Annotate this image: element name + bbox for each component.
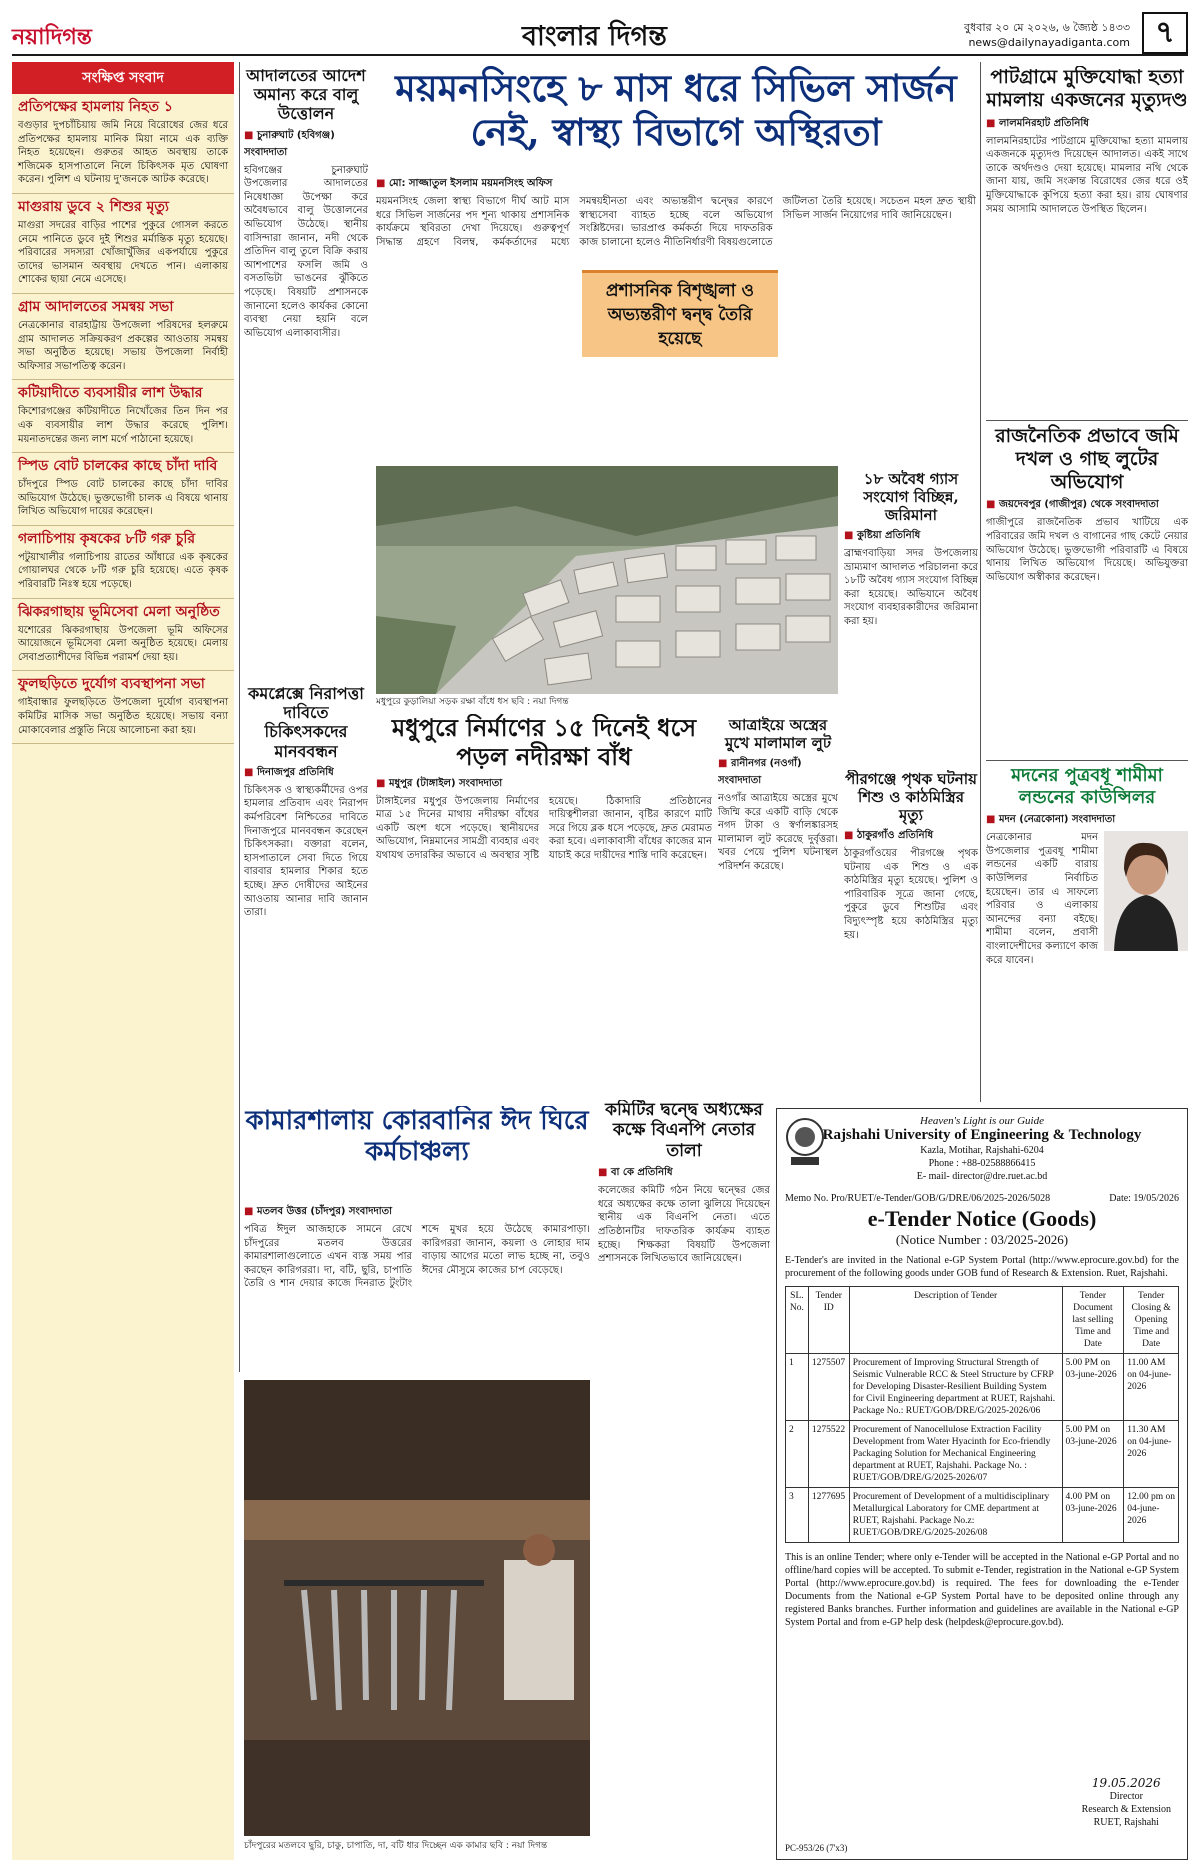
headline: কামারশালায় কোরবানির ঈদ ঘিরে কর্মচাঞ্চল্য — [245, 1106, 589, 1168]
byline: ■ জয়দেবপুর (গাজীপুর) থেকে সংবাদদাতা — [986, 497, 1188, 514]
article-land-grab[interactable] — [986, 420, 1188, 750]
issue-date: বুধবার ২০ মে ২০২৬, ৬ জ্যৈষ্ঠ ১৪৩৩ — [964, 21, 1130, 34]
article-blacksmith[interactable] — [244, 1200, 590, 1375]
tender-cell-sl: 1 — [786, 1354, 809, 1421]
brief-title: প্রতিপক্ষের হামলায় নিহত ১ — [18, 99, 173, 115]
brief-text: মাগুরা সদরের বাড়ির পাশের পুকুরে গোসল করতে নেমে পানিতে ডুবে দুই শিশুর মর্মান্তিক মৃত্যু হয়েছে। পরিবারের সদস্যরা খোঁজাখুঁজির একপর্যায়ে পুকুরে তাদের ভাসমান অবস্থায় দেখতে পান। এলাকায় শোকের ছায়া নেমে এসেছে। — [18, 219, 228, 286]
logo-main: নয়া — [12, 24, 45, 50]
dateline — [964, 20, 1130, 50]
councillor-portrait — [1104, 831, 1188, 951]
headline: কমিটির দ্বন্দ্বে অধ্যক্ষের কক্ষে বিএনপি নেতার তালা — [605, 1100, 763, 1161]
brief-title: ঝিকরগাছায় ভূমিসেবা মেলা অনুষ্ঠিত — [18, 603, 220, 620]
tender-organization: Rajshahi University of Engineering & Technology — [822, 1127, 1142, 1143]
brief-text: যশোরের ঝিকরগাছায় উপজেলা ভূমি অফিসের আয়োজনে ভূমিসেবা মেলা অনুষ্ঠিত হয়েছে। মেলায় সেবাপ্রত্যাশীদের বিভিন্ন পরামর্শ দেয়া হয়। — [18, 624, 228, 663]
briefs-header: সংক্ষিপ্ত সংবাদ — [12, 62, 234, 94]
brief-text: পটুয়াখালীর গলাচিপায় রাতের আঁধারে এক কৃষকের গোয়ালঘর থেকে ৮টি গরু চুরি হয়েছে। এতে কৃষক পরিবারটি নিঃস্ব হয়ে পড়েছে। — [18, 551, 228, 591]
blacksmith-headline-box[interactable] — [244, 1106, 590, 1196]
blacksmith-photo-caption: চাঁদপুরের মতলবে ছুরি, চাকু, চাপাতি, দা, বটি ধার দিচ্ছেন এক কামার ছবি : নয়া দিগন্ত — [244, 1841, 548, 1851]
tender-notice-number: (Notice Number : 03/2025-2026) — [895, 1232, 1069, 1247]
article-body: টাঙ্গাইলের মধুপুর উপজেলায় নির্মাণের মাত্র ১৫ দিনের মাথায় নদীরক্ষা বাঁধের একটি অংশ ধসে পড়েছে। স্থানীয়দের অভিযোগ, নিম্নমানের সামগ্রী ব্যবহার এবং যথাযথ তদারকির অভাবে এ অবস্থার সৃষ্টি হয়েছে। ঠিকাদারি প্রতিষ্ঠানের দায়িত্বশীলরা জানান, বৃষ্টির কারণে মাটি সরে গিয়ে ব্লক ধসে পড়েছে, দ্রুত মেরামত করা হবে। এলাকাবাসী বাঁধের কাজের মান যাচাই করে দায়ীদের শাস্তি দাবি করেছেন। — [376, 795, 712, 861]
contact-email[interactable]: news@dailynayadiganta.com — [968, 36, 1130, 49]
lead-headline: ময়মনসিংহে ৮ মাস ধরে সিভিল সার্জন নেই, স্বাস্থ্য বিভাগে অস্থিরতা — [395, 66, 957, 154]
article-pirganj[interactable] — [844, 770, 978, 1100]
brief-item[interactable] — [12, 453, 234, 526]
brief-item[interactable] — [12, 194, 234, 294]
tender-notice[interactable] — [776, 1108, 1188, 1860]
brief-title: গ্রাম আদালতের সমন্বয় সভা — [18, 298, 174, 315]
signature-date: 19.05.2026 — [1091, 1776, 1161, 1790]
article-councillor[interactable] — [986, 760, 1188, 1100]
brief-title: স্পিড বোট চালকের কাছে চাঁদা দাবি — [18, 458, 218, 475]
tender-cell-desc: Procurement of Nanocellulose Extraction Facility Development from Water Hyacinth for Eco-friendly Packaging Solution for Mechanical Engineering department at RUET, Rajshahi. Package No. : RUET/GOB/DRE/G/2025-2026/07 — [849, 1421, 1062, 1488]
tender-cell-sl: 2 — [786, 1421, 809, 1488]
brief-text: বগুড়ার দুপচাঁচিয়ায় জমি নিয়ে বিরোধের জের ধরে প্রতিপক্ষের হামলায় মানিক মিয়া নামে এক ব্যক্তি নিহত হয়েছেন। গুরুতর আহত অবস্থায় তাকে শজিমেক হাসপাতালে নিলে চিকিৎসক মৃত ঘোষণা করেন। পুলিশ এ ঘটনায় দু’জনকে আটক করেছে। — [18, 120, 228, 186]
column-divider — [239, 62, 240, 1372]
tender-intro: E-Tender's are invited in the National e-GP System Portal (http://www.eprocure.gov.bd) for the procurement of the following goods under GOB fund of Research & Extension. Ruet, Rajshahi. — [785, 1255, 1179, 1279]
embankment-photo — [376, 466, 838, 694]
section-title: বাংলার দিগন্ত — [522, 21, 667, 52]
article-body: গাজীপুরে রাজনৈতিক প্রভাব খাটিয়ে এক পরিবারের জমি দখল ও বাগানের গাছ কেটে নেয়ার অভিযোগ উঠেছে। ভুক্তভোগী পরিবারটি এ বিষয়ে থানায় লিখিত অভিযোগ দিয়েছে। অভিযুক্তরা অভিযোগ অস্বীকার করেছেন। — [986, 517, 1188, 583]
signatory-department: Research & Extension — [1081, 1804, 1171, 1815]
tender-column-header: Description of Tender — [849, 1287, 1062, 1354]
tender-date: Date: 19/05/2026 — [1109, 1193, 1179, 1204]
article-body: ময়মনসিংহ জেলা স্বাস্থ্য বিভাগে দীর্ঘ আট মাস ধরে সিভিল সার্জনের পদ শূন্য থাকায় প্রশাসনিক কার্যক্রমে স্থবিরতা দেখা দিয়েছে। গুরুত্বপূর্ণ সিদ্ধান্ত গ্রহণে বিলম্ব, কর্মকর্তাদের মধ্যে সমন্বয়হীনতা এবং অভ্যন্তরীণ দ্বন্দ্বের কারণে স্বাস্থ্যসেবা ব্যাহত হচ্ছে বলে অভিযোগ সংশ্লিষ্টদের। ভারপ্রাপ্ত কর্মকর্তা দিয়ে দাফতরিক কাজ চালানো হলেও নীতিনির্ধারণী বিষয়গুলোতে জটিলতা তৈরি হয়েছে। সচেতন মহল দ্রুত স্থায়ী সিভিল সার্জন নিয়োগের দাবি জানিয়েছেন। — [376, 196, 976, 248]
masthead — [12, 12, 1188, 56]
tender-column-header: SL. No. — [786, 1287, 809, 1354]
tender-memo-row — [785, 1193, 1179, 1204]
tender-signature-block — [1082, 1777, 1171, 1829]
headline: রাজনৈতিক প্রভাবে জমি দখল ও গাছ লুটের অভিযোগ — [995, 425, 1179, 493]
blacksmith-illustration — [244, 1380, 590, 1836]
lead-callout-box — [582, 270, 778, 368]
newspaper-logo[interactable] — [12, 20, 92, 57]
brief-item[interactable] — [12, 294, 234, 380]
tender-row — [786, 1421, 1179, 1488]
article-body: কলেজের কমিটি গঠন নিয়ে দ্বন্দ্বের জের ধরে অধ্যক্ষের কক্ষে তালা ঝুলিয়ে দিয়েছেন স্থানীয় এক বিএনপি নেতা। এতে প্রতিষ্ঠানটির দাফতরিক কার্যক্রম ব্যাহত হচ্ছে। শিক্ষকরা বিষয়টি উপজেলা প্রশাসনকে লিখিতভাবে জানিয়েছেন। — [598, 1185, 770, 1265]
byline: ■ কুষ্টিয়া প্রতিনিধি — [844, 528, 978, 545]
tender-cell-id: 1277695 — [808, 1488, 849, 1543]
byline: ■ মতলব উত্তর (চাঁদপুর) সংবাদদাতা — [244, 1204, 590, 1221]
signatory-institution: RUET, Rajshahi — [1093, 1817, 1159, 1828]
tender-email[interactable]: E- mail- director@dre.ruet.ac.bd — [916, 1171, 1048, 1182]
tender-memo-number: Memo No. Pro/RUET/e-Tender/GOB/G/DRE/06/2025-2026/5028 — [785, 1193, 1051, 1204]
byline: ■ বা কে প্রতিনিধি — [598, 1165, 770, 1182]
byline: ■ মধুপুর (টাঙ্গাইল) সংবাদদাতা — [376, 776, 712, 793]
byline: ■ মদন (নেত্রকোনা) সংবাদদাতা — [986, 812, 1188, 829]
tender-column-header: Tender Closing & Opening Time and Date — [1124, 1287, 1179, 1354]
tender-cell-desc: Procurement of Improving Structural Strength of Seismic Vulnerable RCC & Steel Structure by CFRP for Developing Disaster-Resilient Building System for Civil Engineering department at RUET, Rajshahi. Package No.: RUET/GOB/DRE/G/2025-2026/06 — [849, 1354, 1062, 1421]
tender-row — [786, 1354, 1179, 1421]
tender-cell-sl: 3 — [786, 1488, 809, 1543]
article-body: চিকিৎসক ও স্বাস্থ্যকর্মীদের ওপর হামলার প্রতিবাদ এবং নিরাপদ কর্মপরিবেশ নিশ্চিতের দাবিতে দিনাজপুরে মানববন্ধন করেছেন চিকিৎসকরা। বক্তারা বলেন, হাসপাতালে সেবা দিতে গিয়ে বারবার হামলার শিকার হতে হচ্ছে। দ্রুত দোষীদের আইনের আওতায় আনার দাবি জানান তারা। — [244, 784, 368, 919]
article-body: ঠাকুরগাঁওয়ের পীরগঞ্জে পৃথক ঘটনায় এক শিশু ও এক কাঠমিস্ত্রির মৃত্যু হয়েছে। পুলিশ ও পারিবারিক সূত্রে জানা গেছে, পুকুরে ডুবে শিশুটির এবং বিদ্যুৎস্পৃষ্ট হয়ে কাঠমিস্ত্রির মৃত্যু হয়। — [844, 848, 978, 941]
article-body: নওগাঁর আত্রাইয়ে অস্ত্রের মুখে জিম্মি করে একটি বাড়ি থেকে নগদ টাকা ও স্বর্ণালঙ্কারসহ মালামাল লুট করেছে দুর্বৃত্তরা। খবর পেয়ে পুলিশ ঘটনাস্থল পরিদর্শন করেছে। — [718, 793, 838, 872]
brief-title: মাগুরায় ডুবে ২ শিশুর মৃত্যু — [18, 198, 169, 215]
tender-cell-sell: 5.00 PM on 03-june-2026 — [1062, 1421, 1124, 1488]
byline: ■ দিনাজপুর প্রতিনিধি — [244, 765, 368, 782]
headline: মধুপুরে নির্মাণের ১৫ দিনেই ধসে পড়ল নদীরক্ষা বাঁধ — [391, 714, 697, 771]
tender-table — [785, 1286, 1179, 1543]
tender-column-header: Tender ID — [808, 1287, 849, 1354]
article-body: ব্রাহ্মণবাড়িয়া সদর উপজেলায় ভ্রাম্যমাণ আদালত পরিচালনা করে ১৮টি অবৈধ গ্যাস সংযোগ বিচ্ছিন্ন করা হয়েছে। অভিযানে অবৈধ সংযোগ ব্যবহারকারীদের জরিমানা করা হয়। — [844, 548, 978, 627]
tender-pc-code: PC-953/26 (7'x3) — [785, 1843, 848, 1853]
tender-cell-desc: Procurement of Development of a multidisciplinary Metallurgical Laboratory for CME department at RUET, Rajshahi. Package No.z: RUET/GOB/DRE/G/2025-2026/08 — [849, 1488, 1062, 1543]
tender-note: This is an online Tender; where only e-Tender will be accepted in the National e-GP Portal and no offline/hard copies will be accepted. To submit e-Tender, registration in the National e-GP System Portal (http://www.eprocure.gov.bd) is required. The fees for downloading the e-Tender Documents from the National e-GP System Portal have to be deposited online through any registered Banks branches. Further information and guidelines are available in the National e-GP System Portal and from e-GP help desk (helpdesk@eprocure.gov.bd). — [785, 1552, 1179, 1628]
briefs-list — [12, 94, 234, 744]
headline: ১৮ অবৈধ গ্যাস সংযোগ বিচ্ছিন্ন, জরিমানা — [863, 470, 959, 524]
headline: পাটগ্রামে মুক্তিযোদ্ধা হত্যা মামলায় একজনের মৃত্যুদণ্ড — [986, 66, 1188, 111]
headline: মদনের পুত্রবধূ শামীমা লন্ডনের কাউন্সিলর — [1011, 765, 1163, 808]
article-principal-office-lock[interactable] — [598, 1100, 770, 1840]
tender-column-header: Tender Document last selling Time and Date — [1062, 1287, 1124, 1354]
tender-row — [786, 1488, 1179, 1543]
headline: আদালতের আদেশ অমান্য করে বালু উত্তোলন — [246, 66, 366, 124]
brief-text: নেত্রকোনার বারহাট্টায় উপজেলা পরিষদের হলরুমে গ্রাম আদালত সক্রিয়করণ প্রকল্পের আওতায় সমন্বয় সভা অনুষ্ঠিত হয়েছে। সভায় উপজেলা নির্বাহী অফিসার সভাপতিত্ব করেন। — [18, 319, 228, 372]
article-embankment[interactable] — [376, 714, 712, 1094]
tender-title: e-Tender Notice (Goods) — [867, 1206, 1097, 1231]
brief-title: গলাচিপায় কৃষকের ৮টি গরু চুরি — [18, 530, 196, 547]
tender-cell-id: 1275522 — [808, 1421, 849, 1488]
byline: ■ মো: সাজ্জাতুল ইসলাম ময়মনসিংহ অফিস — [376, 176, 976, 193]
embankment-photo-caption: মধুপুরে কুড়ালিয়া সড়ক রক্ষা বাঁধে ধস ছবি : নয়া দিগন্ত — [376, 697, 569, 707]
blacksmith-photo — [244, 1380, 590, 1836]
tender-cell-id: 1275507 — [808, 1354, 849, 1421]
brief-title: কটিয়াদীতে ব্যবসায়ীর লাশ উদ্ধার — [18, 385, 203, 402]
column-divider — [980, 62, 981, 1102]
byline: ■ রানীনগর (নওগাঁ) সংবাদদাতা — [718, 756, 838, 790]
brief-item[interactable] — [12, 526, 234, 599]
byline: ■ ঠাকুরগাঁও প্রতিনিধি — [844, 828, 978, 845]
page-number: ৭ — [1142, 12, 1188, 54]
byline: ■ চুনারুঘাট (হবিগঞ্জ) সংবাদদাতা — [244, 128, 368, 162]
article-court-order[interactable] — [244, 66, 368, 666]
headline: পীরগঞ্জে পৃথক ঘটনায় শিশু ও কাঠমিস্ত্রির মৃত্যু — [845, 770, 977, 824]
article-weapon-loot[interactable] — [718, 716, 838, 956]
brief-title: ফুলছড়িতে দুর্যোগ ব্যবস্থাপনা সভা — [18, 676, 205, 693]
article-gas-connection[interactable] — [844, 470, 978, 760]
lead-headline-box[interactable] — [376, 66, 976, 166]
article-body: পবিত্র ঈদুল আজহাকে সামনে রেখে চাঁদপুরের মতলব উত্তরের কামারশালাগুলোতে এখন ব্যস্ত সময় পার করছেন কারিগররা। দা, বটি, ছুরি, চাপাতি তৈরি ও শান দেয়ার কাজে দিনরাত টুংটাং শব্দে মুখর হয়ে উঠেছে কামারপাড়া। কারিগররা জানান, কয়লা ও লোহার দাম বাড়ায় আগের মতো লাভ হচ্ছে না, তবুও ঈদের মৌসুমে কাজের চাপ বেড়েছে। — [244, 1224, 590, 1290]
tender-table-header — [786, 1287, 1179, 1354]
tender-cell-sell: 4.00 PM on 03-june-2026 — [1062, 1488, 1124, 1543]
tender-cell-sell: 5.00 PM on 03-june-2026 — [1062, 1354, 1124, 1421]
tender-cell-close: 12.00 pm on 04-june-2026 — [1124, 1488, 1179, 1543]
signatory-title: Director — [1109, 1791, 1143, 1802]
headline: কমপ্লেক্সে নিরাপত্তা দাবিতে চিকিৎসকদের মানববন্ধন — [248, 684, 364, 761]
article-body: লালমনিরহাটের পাটগ্রামে মুক্তিযোদ্ধা হত্যা মামলায় একজনকে মৃত্যুদণ্ড দিয়েছেন আদালত। একই সাথে তাকে অর্থদণ্ডও দেয়া হয়েছে। মামলার নথি থেকে জানা যায়, জমি সংক্রান্ত বিরোধের জের ধরে ওই মুক্তিযোদ্ধাকে কুপিয়ে হত্যা করা হয়। রায় ঘোষণার সময় আসামি আদালতে উপস্থিত ছিলেন। — [986, 135, 1188, 215]
ruet-seal-icon — [785, 1117, 825, 1167]
byline: ■ লালমনিরহাট প্রতিনিধি — [986, 116, 1188, 133]
tender-cell-close: 11.30 AM on 04-june-2026 — [1124, 1421, 1179, 1488]
brief-item[interactable] — [12, 599, 234, 672]
article-body: হবিগঞ্জের চুনারুঘাট উপজেলার আদালতের নিষেধাজ্ঞা উপেক্ষা করে অবৈধভাবে বালু উত্তোলনের অভিযোগ উঠেছে। স্থানীয় বাসিন্দারা জানান, নদী থেকে প্রতিদিন বালু তুলে বিক্রি করায় আশপাশের ফসলি জমি ও বসতভিটা ভাঙনের ঝুঁকিতে পড়েছে। বিষয়টি প্রশাসনকে জানানো হলেও কার্যকর কোনো ব্যবস্থা নেয়া হয়নি বলে অভিযোগ এলাকাবাসীর। — [244, 164, 368, 339]
headline: আত্রাইয়ে অস্ত্রের মুখে মালামাল লুট — [724, 716, 832, 752]
brief-text: কিশোরগঞ্জের কটিয়াদীতে নিখোঁজের তিন দিন পর এক ব্যবসায়ীর লাশ উদ্ধার করেছে পুলিশ। ময়নাতদন্তের জন্য লাশ মর্গে পাঠানো হয়েছে। — [18, 406, 228, 445]
lead-callout: প্রশাসনিক বিশৃঙ্খলা ও অভ্যন্তরীণ দ্বন্দ্ব তৈরি হয়েছে — [582, 270, 778, 357]
brief-text: চাঁদপুরে স্পিড বোট চালকের কাছে চাঁদা দাবির অভিযোগ উঠেছে। ভুক্তভোগী চালক এ বিষয়ে থানায় লিখিত অভিযোগ দায়ের করেছেন। — [18, 479, 228, 518]
embankment-illustration — [376, 466, 838, 694]
tender-phone: Phone : +88-02588866415 — [928, 1158, 1036, 1169]
article-body: নেত্রকোনার মদন উপজেলার পুত্রবধূ শামীমা লন্ডনের একটি বারায় কাউন্সিলর নির্বাচিত হয়েছেন। তার এ সাফল্যে পরিবার ও এলাকায় আনন্দের বন্যা বইছে। শামীমা বলেন, প্রবাসী বাংলাদেশীদের কল্যাণে কাজ করে যাবেন। — [986, 832, 1098, 966]
tender-table-body — [786, 1354, 1179, 1543]
tender-address-line: Kazla, Motihar, Rajshahi-6204 — [920, 1145, 1044, 1156]
tender-cell-close: 11.00 AM on 04-june-2026 — [1124, 1354, 1179, 1421]
tender-motto: Heaven's Light is our Guide — [920, 1115, 1044, 1127]
brief-item[interactable] — [12, 380, 234, 453]
tender-address — [785, 1144, 1179, 1183]
brief-text: গাইবান্ধার ফুলছড়িতে উপজেলা দুর্যোগ ব্যবস্থাপনা কমিটির মাসিক সভা অনুষ্ঠিত হয়েছে। সভায় বন্যা মোকাবেলার প্রস্তুতি নিয়ে আলোচনা করা হয়। — [18, 697, 228, 736]
briefs-column — [12, 62, 234, 1860]
logo-accent: দিগন্ত — [44, 24, 92, 50]
brief-item[interactable] — [12, 671, 234, 744]
brief-item[interactable] — [12, 94, 234, 194]
